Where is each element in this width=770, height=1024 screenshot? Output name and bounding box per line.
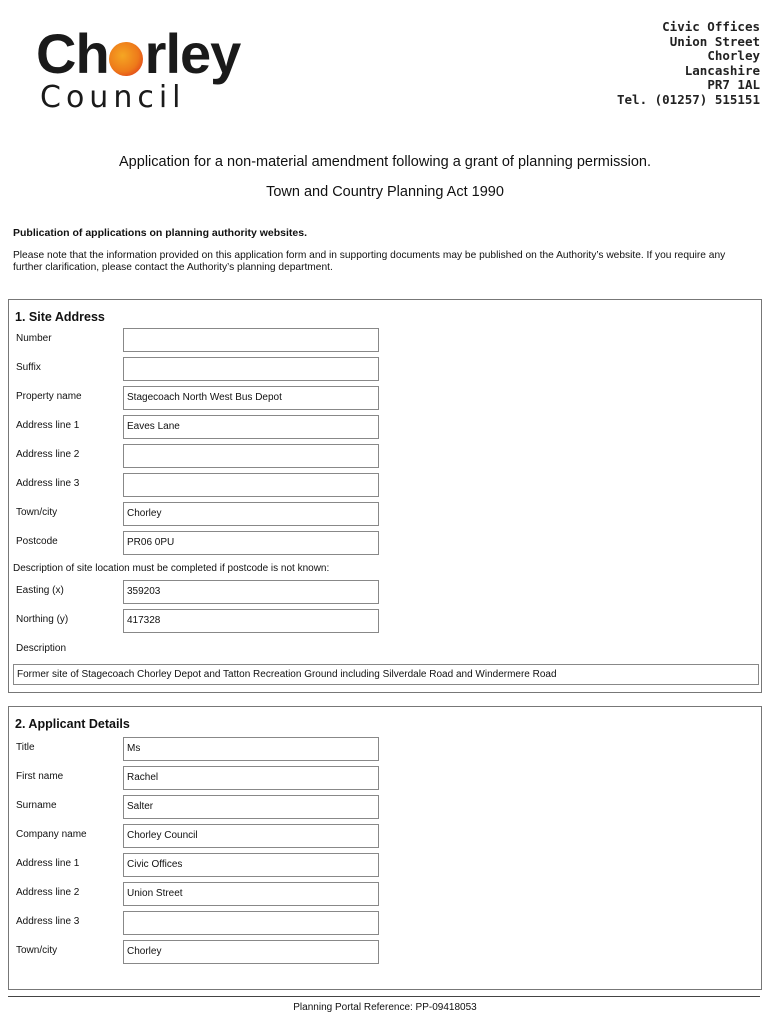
field-label: Company name [16,829,87,840]
field-label: Address line 3 [16,916,80,927]
logo-orange-o-icon [109,42,143,76]
site-address-section [8,299,762,693]
form-title: Application for a non-material amendment following a grant of planning permission. [119,154,651,170]
site-description-field[interactable]: Former site of Stagecoach Chorley Depot and Tatton Recreation Ground including Silverdale Road and Windermere Road [13,664,759,685]
address-line: Union Street [669,33,760,49]
footer-divider [8,996,760,997]
field-label: Town/city [16,945,58,956]
applicant-address-line-3-field[interactable] [123,911,379,935]
address-line-1-field[interactable]: Eaves Lane [123,415,379,439]
address-line-2-field[interactable] [123,444,379,468]
field-label: Address line 1 [16,858,80,869]
logo-wordmark: Ch rley [36,22,241,85]
field-label: Postcode [16,536,58,547]
section-title: 1. Site Address [15,310,105,324]
field-label: Number [16,333,52,344]
address-line: Chorley [707,48,760,64]
property-name-field[interactable]: Stagecoach North West Bus Depot [123,386,379,410]
publication-heading: Publication of applications on planning authority websites. [13,227,308,239]
address-line: Lancashire [684,62,760,78]
field-label: Northing (y) [16,614,69,625]
field-label: Address line 2 [16,887,80,898]
council-address [617,20,760,108]
section-title: 2. Applicant Details [15,717,130,731]
easting-field[interactable]: 359203 [123,580,379,604]
field-label: Address line 2 [16,449,80,460]
town-city-field[interactable]: Chorley [123,502,379,526]
applicant-details-section [8,706,762,990]
first-name-field[interactable]: Rachel [123,766,379,790]
form-subtitle: Town and Country Planning Act 1990 [266,184,504,200]
council-logo [36,24,276,114]
field-label: Town/city [16,507,58,518]
field-label: Surname [16,800,57,811]
applicant-town-city-field[interactable]: Chorley [123,940,379,964]
address-line: PR7 1AL [707,77,760,93]
field-label: Address line 3 [16,478,80,489]
field-label: First name [16,771,64,782]
publication-text: Please note that the information provided on this application form and in supporting documents may be published on the Authority’s website. If you require any further clarification, please contact the Authority’s planning department. [13,250,726,273]
applicant-address-line-1-field[interactable]: Civic Offices [123,853,379,877]
northing-field[interactable]: 417328 [123,609,379,633]
surname-field[interactable]: Salter [123,795,379,819]
applicant-address-line-2-field[interactable]: Union Street [123,882,379,906]
suffix-field[interactable] [123,357,379,381]
field-label: Address line 1 [16,420,80,431]
number-field[interactable] [123,328,379,352]
field-label: Suffix [16,362,41,373]
logo-council-text: Council [40,80,186,115]
address-line-3-field[interactable] [123,473,379,497]
field-label: Description [16,643,67,654]
field-label: Easting (x) [16,585,64,596]
postcode-field[interactable]: PR06 0PU [123,531,379,555]
location-note: Description of site location must be completed if postcode is not known: [13,563,330,574]
portal-reference: Planning Portal Reference: PP-09418053 [293,1002,477,1013]
field-label: Title [16,742,35,753]
address-line: Civic Offices [662,19,760,34]
address-phone: Tel. (01257) 515151 [617,91,760,107]
title-field[interactable]: Ms [123,737,379,761]
company-name-field[interactable]: Chorley Council [123,824,379,848]
field-label: Property name [16,391,82,402]
